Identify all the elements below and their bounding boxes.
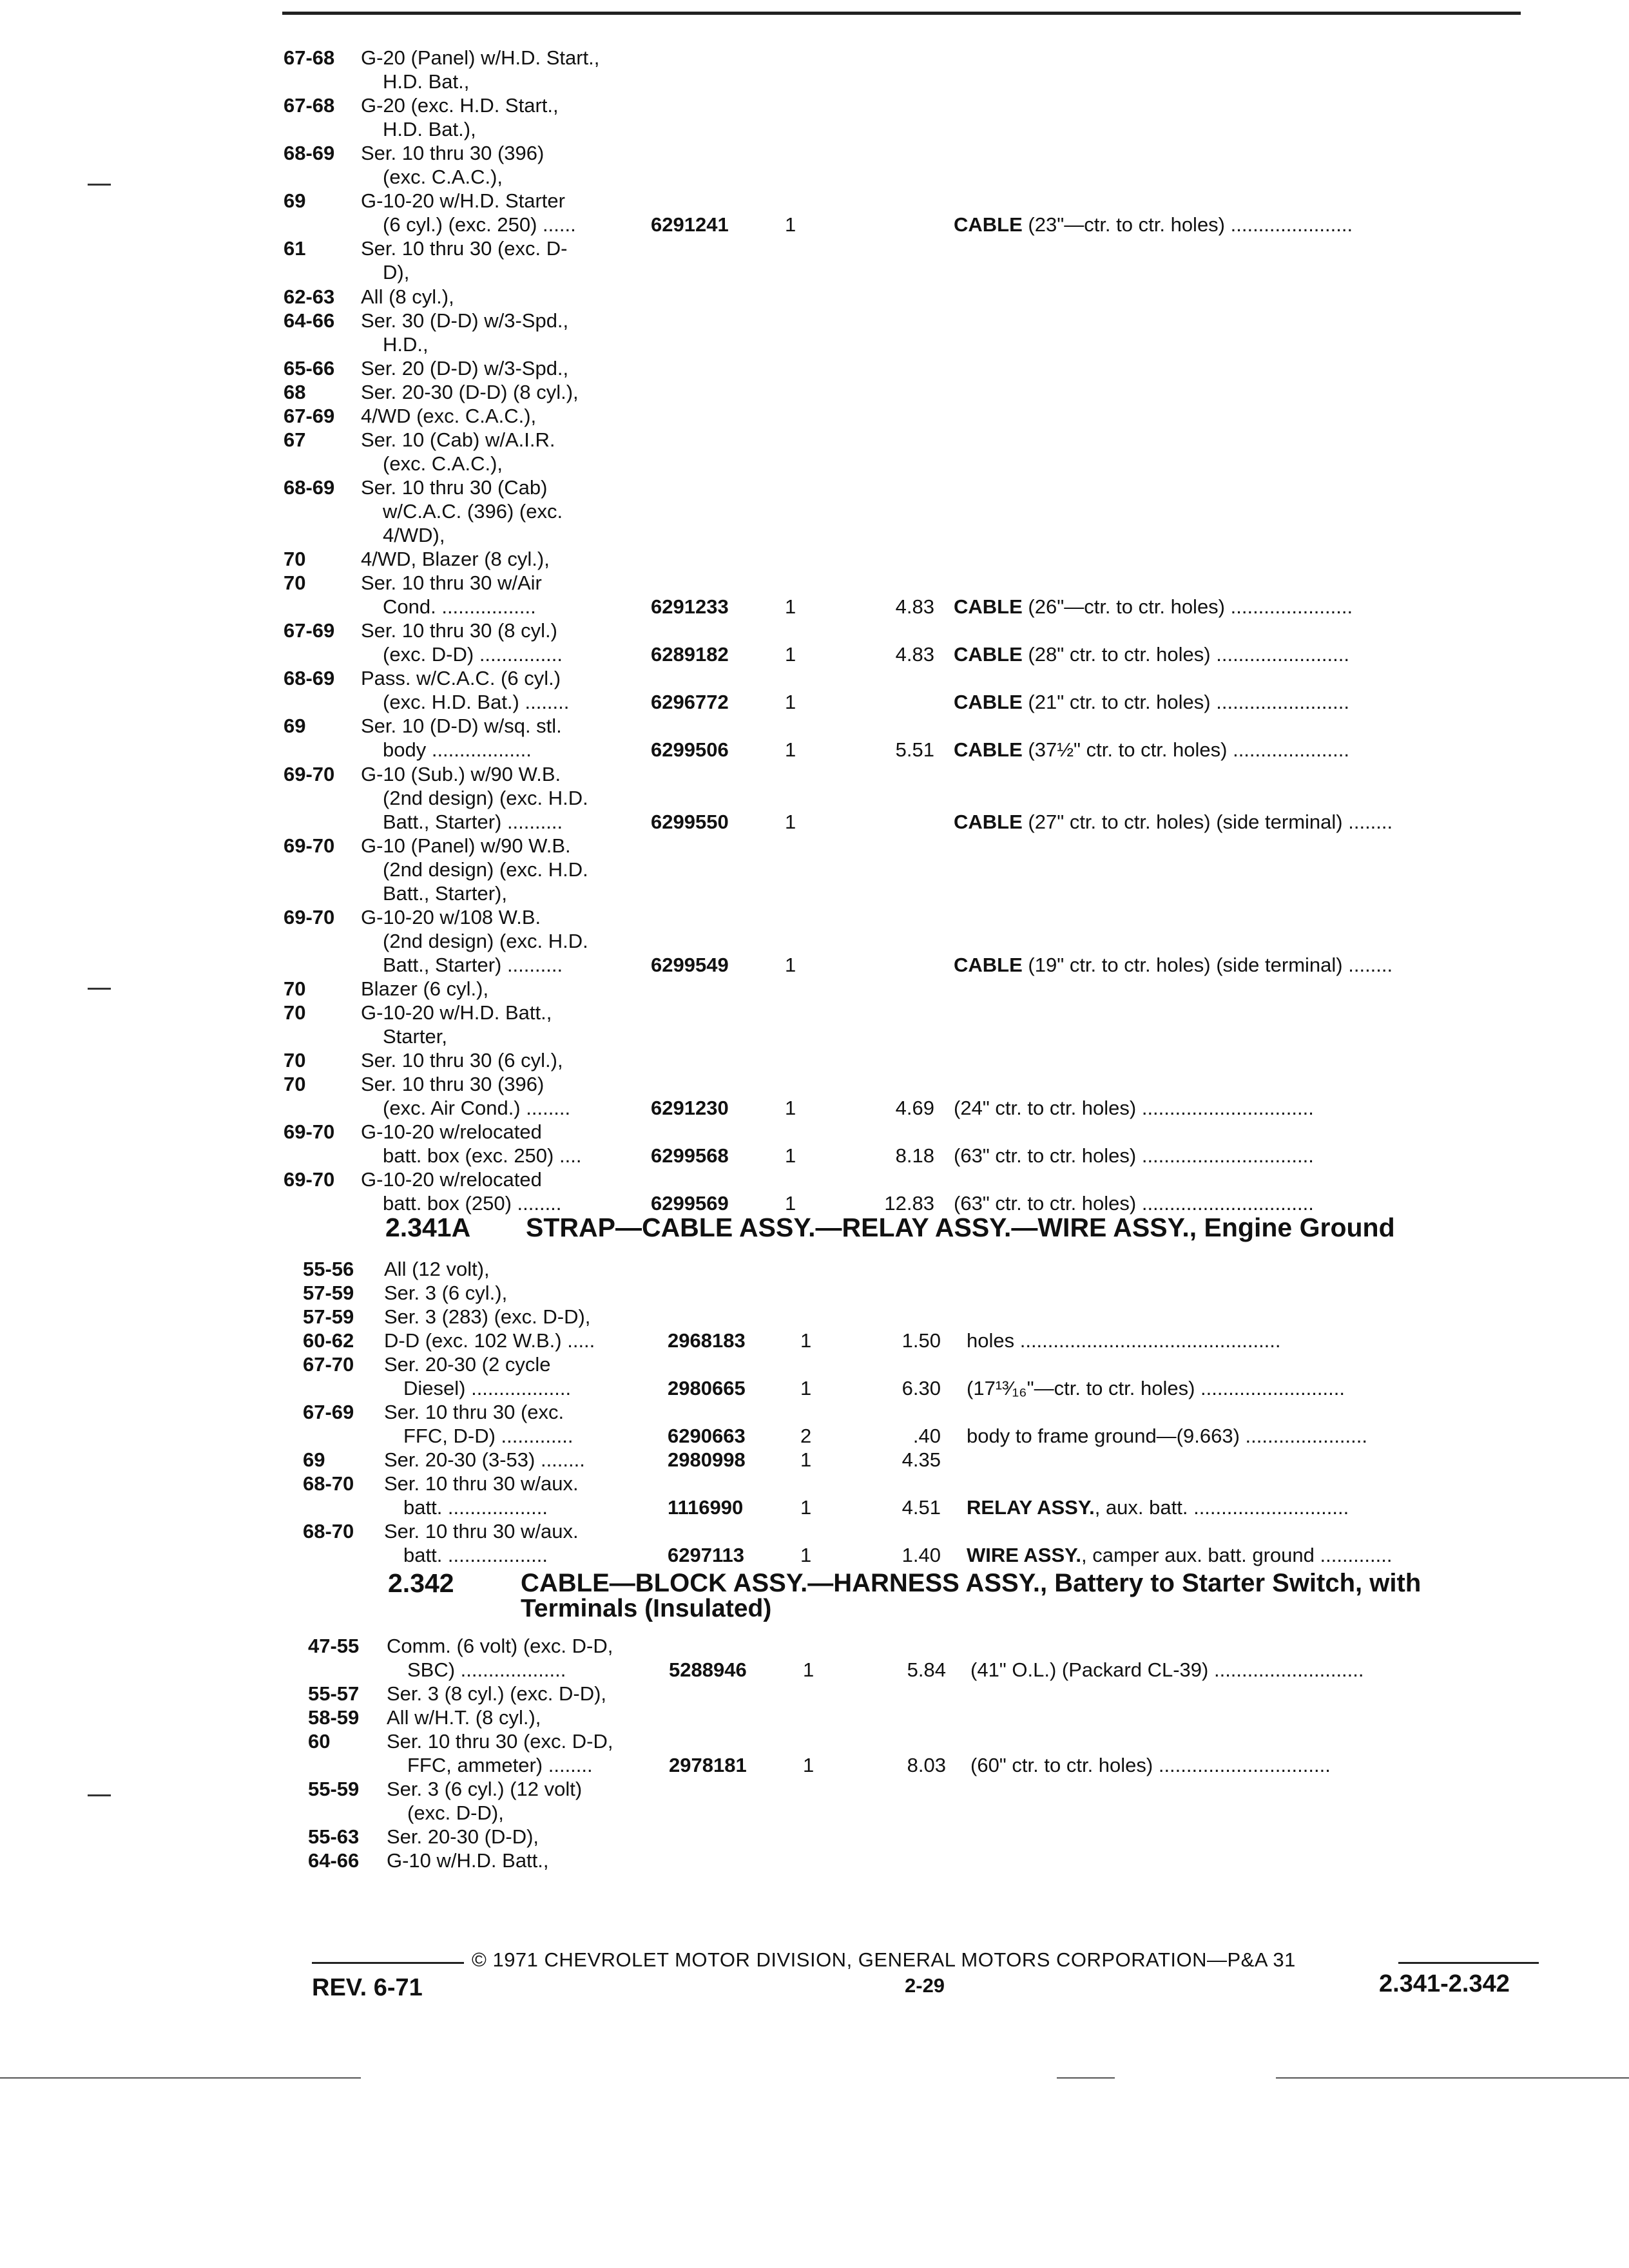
application-desc: Ser. 10 (D-D) w/sq. stl. bbox=[361, 715, 562, 737]
section-title-cont: Terminals (Insulated) bbox=[521, 1595, 772, 1622]
part-number: 6299568 bbox=[651, 1144, 729, 1167]
application-desc-cont: (exc. D-D) ............... bbox=[383, 643, 563, 666]
price: 1.40 bbox=[901, 1544, 941, 1566]
part-detail: body to frame ground—(9.663) ...................... bbox=[967, 1425, 1367, 1447]
part-description bbox=[954, 1095, 1314, 1121]
application-desc: G-10-20 w/108 W.B. bbox=[361, 906, 541, 928]
part-description bbox=[967, 1328, 1281, 1354]
quantity: 2 bbox=[800, 1425, 812, 1447]
price: 8.03 bbox=[907, 1754, 946, 1776]
quantity: 1 bbox=[785, 1097, 796, 1119]
footer-rule-right bbox=[1398, 1962, 1539, 1964]
part-number: 6299549 bbox=[651, 954, 729, 976]
application-desc-cont: Batt., Starter), bbox=[383, 882, 507, 905]
application-desc: D-D (exc. 102 W.B.) ..... bbox=[384, 1329, 595, 1352]
model-year: 67-68 bbox=[284, 94, 335, 117]
part-number: 6291230 bbox=[651, 1097, 729, 1119]
revision: REV. 6-71 bbox=[312, 1974, 423, 2001]
application-desc: Ser. 20-30 (D-D), bbox=[387, 1825, 539, 1848]
model-year: 69 bbox=[303, 1448, 325, 1471]
quantity: 1 bbox=[785, 213, 796, 236]
part-description bbox=[967, 1495, 1349, 1521]
part-detail: (41" O.L.) (Packard CL-39) ........................... bbox=[970, 1658, 1364, 1681]
quantity: 1 bbox=[803, 1658, 815, 1681]
model-year: 58-59 bbox=[308, 1706, 360, 1729]
part-description bbox=[954, 809, 1393, 835]
model-year: 67-70 bbox=[303, 1353, 354, 1376]
price: 4.83 bbox=[895, 643, 934, 666]
part-number: 6299569 bbox=[651, 1192, 729, 1215]
part-detail: (63" ctr. to ctr. holes) ............................... bbox=[954, 1192, 1314, 1215]
margin-tick bbox=[88, 184, 111, 186]
application-desc: Ser. 10 thru 30 w/aux. bbox=[384, 1520, 579, 1542]
part-description bbox=[967, 1423, 1367, 1449]
application-desc-cont: (exc. Air Cond.) ........ bbox=[383, 1097, 571, 1119]
application-desc-cont: FFC, D-D) ............. bbox=[403, 1425, 574, 1447]
part-name: RELAY ASSY. bbox=[967, 1496, 1095, 1519]
model-year: 70 bbox=[284, 1001, 306, 1024]
top-rule bbox=[282, 12, 1521, 15]
part-number: 6289182 bbox=[651, 643, 729, 666]
application-desc: Ser. 10 thru 30 (exc. D-D, bbox=[387, 1730, 613, 1753]
application-desc-cont: H.D., bbox=[383, 333, 429, 356]
part-detail: (26"—ctr. to ctr. holes) ...................... bbox=[1022, 595, 1353, 618]
price: 5.84 bbox=[907, 1658, 946, 1681]
part-name: CABLE bbox=[954, 738, 1023, 761]
part-detail: (24" ctr. to ctr. holes) ............................... bbox=[954, 1097, 1314, 1119]
part-number: 2980998 bbox=[668, 1448, 746, 1471]
copyright: © 1971 CHEVROLET MOTOR DIVISION, GENERAL MOTORS CORPORATION—P&A 31 bbox=[472, 1948, 1296, 1971]
application-desc: Ser. 3 (6 cyl.) (12 volt) bbox=[387, 1778, 583, 1800]
application-desc: G-10-20 w/H.D. Batt., bbox=[361, 1001, 552, 1024]
part-detail: (23"—ctr. to ctr. holes) ...................... bbox=[1022, 213, 1353, 236]
application-desc-cont: Batt., Starter) .......... bbox=[383, 811, 563, 833]
application-desc: Ser. 20-30 (2 cycle bbox=[384, 1353, 551, 1376]
model-year: 55-63 bbox=[308, 1825, 360, 1848]
quantity: 1 bbox=[800, 1496, 812, 1519]
part-number: 6299550 bbox=[651, 811, 729, 833]
application-desc: Ser. 10 thru 30 (396) bbox=[361, 142, 545, 164]
part-name: CABLE bbox=[954, 811, 1023, 833]
application-desc: G-10-20 w/relocated bbox=[361, 1120, 542, 1143]
application-desc: 4/WD, Blazer (8 cyl.), bbox=[361, 548, 550, 570]
application-desc: Ser. 10 thru 30 (6 cyl.), bbox=[361, 1049, 563, 1072]
model-year: 67 bbox=[284, 428, 306, 451]
application-desc: Ser. 20 (D-D) w/3-Spd., bbox=[361, 357, 569, 380]
application-desc: Ser. 10 thru 30 (8 cyl.) bbox=[361, 619, 557, 642]
application-desc-cont: (2nd design) (exc. H.D. bbox=[383, 787, 588, 809]
application-desc-cont: (2nd design) (exc. H.D. bbox=[383, 858, 588, 881]
quantity: 1 bbox=[785, 643, 796, 666]
model-year: 57-59 bbox=[303, 1282, 354, 1304]
quantity: 1 bbox=[803, 1754, 815, 1776]
price: 4.83 bbox=[895, 595, 934, 618]
section-number: 2.341A bbox=[385, 1213, 471, 1242]
application-desc-cont: 4/WD), bbox=[383, 524, 445, 546]
part-description bbox=[954, 642, 1349, 668]
part-name: CABLE bbox=[954, 213, 1023, 236]
application-desc: All (12 volt), bbox=[384, 1258, 490, 1280]
model-year: 47-55 bbox=[308, 1635, 360, 1657]
application-desc: Ser. 10 (Cab) w/A.I.R. bbox=[361, 428, 555, 451]
application-desc: G-20 (exc. H.D. Start., bbox=[361, 94, 559, 117]
application-desc-cont: Batt., Starter) .......... bbox=[383, 954, 563, 976]
part-name: CABLE bbox=[954, 643, 1023, 666]
part-detail: (37½" ctr. to ctr. holes) ..................... bbox=[1022, 738, 1349, 761]
application-desc-cont: batt. box (exc. 250) .... bbox=[383, 1144, 582, 1167]
part-name: CABLE bbox=[954, 691, 1023, 713]
application-desc: 4/WD (exc. C.A.C.), bbox=[361, 405, 537, 427]
part-number: 6297113 bbox=[668, 1544, 744, 1566]
section-title: CABLE—BLOCK ASSY.—HARNESS ASSY., Battery to Starter Switch, with bbox=[521, 1569, 1422, 1597]
model-year: 69-70 bbox=[284, 834, 335, 857]
quantity: 1 bbox=[800, 1448, 812, 1471]
model-year: 61 bbox=[284, 237, 306, 260]
application-desc: All w/H.T. (8 cyl.), bbox=[387, 1706, 541, 1729]
application-desc: Pass. w/C.A.C. (6 cyl.) bbox=[361, 667, 561, 689]
application-desc: Ser. 10 thru 30 (396) bbox=[361, 1073, 545, 1095]
model-year: 67-69 bbox=[303, 1401, 354, 1423]
part-detail: (60" ctr. to ctr. holes) ............................... bbox=[970, 1754, 1331, 1776]
quantity: 1 bbox=[800, 1329, 812, 1352]
application-desc-cont: Starter, bbox=[383, 1025, 447, 1048]
model-year: 55-56 bbox=[303, 1258, 354, 1280]
price: 5.51 bbox=[895, 738, 934, 761]
application-desc-cont: Diesel) .................. bbox=[403, 1377, 572, 1399]
quantity: 1 bbox=[785, 954, 796, 976]
application-desc-cont: FFC, ammeter) ........ bbox=[407, 1754, 593, 1776]
part-detail: (17¹³⁄₁₆"—ctr. to ctr. holes) .......................... bbox=[967, 1377, 1345, 1399]
quantity: 1 bbox=[785, 738, 796, 761]
part-number: 2978181 bbox=[669, 1754, 747, 1776]
model-year: 55-57 bbox=[308, 1682, 360, 1705]
footer-rule-left bbox=[312, 1962, 464, 1964]
part-number: 1116990 bbox=[668, 1496, 744, 1519]
application-desc: Ser. 20-30 (D-D) (8 cyl.), bbox=[361, 381, 579, 403]
section-title: STRAP—CABLE ASSY.—RELAY ASSY.—WIRE ASSY., Engine Ground bbox=[526, 1213, 1395, 1242]
part-detail: (28" ctr. to ctr. holes) ........................ bbox=[1022, 643, 1349, 666]
application-desc-cont: H.D. Bat., bbox=[383, 70, 470, 93]
application-desc: Ser. 20-30 (3-53) ........ bbox=[384, 1448, 585, 1471]
part-detail: holes ............................................... bbox=[967, 1329, 1281, 1352]
bottom-rule bbox=[1057, 2077, 1115, 2079]
part-description bbox=[954, 1143, 1314, 1169]
application-desc-cont: D), bbox=[383, 261, 410, 284]
part-number: 6290663 bbox=[668, 1425, 746, 1447]
model-year: 69-70 bbox=[284, 906, 335, 928]
application-desc-cont: batt. box (250) ........ bbox=[383, 1192, 562, 1215]
application-desc-cont: (exc. H.D. Bat.) ........ bbox=[383, 691, 570, 713]
application-desc: Ser. 3 (283) (exc. D-D), bbox=[384, 1305, 591, 1328]
model-year: 68 bbox=[284, 381, 306, 403]
part-number: 6291241 bbox=[651, 213, 729, 236]
margin-tick bbox=[88, 1794, 111, 1796]
application-desc-cont: H.D. Bat.), bbox=[383, 118, 476, 140]
application-desc: G-10-20 w/relocated bbox=[361, 1168, 542, 1191]
model-year: 69-70 bbox=[284, 1168, 335, 1191]
price: .40 bbox=[912, 1425, 941, 1447]
part-detail: , aux. batt. ............................ bbox=[1094, 1496, 1349, 1519]
model-year: 68-69 bbox=[284, 142, 335, 164]
part-number: 6299506 bbox=[651, 738, 729, 761]
price: 6.30 bbox=[901, 1377, 941, 1399]
price: 12.83 bbox=[884, 1192, 934, 1215]
application-desc: Ser. 10 thru 30 w/aux. bbox=[384, 1472, 579, 1495]
application-desc-cont: (exc. C.A.C.), bbox=[383, 452, 503, 475]
part-description bbox=[970, 1753, 1331, 1778]
application-desc: Ser. 30 (D-D) w/3-Spd., bbox=[361, 309, 569, 332]
price: 1.50 bbox=[901, 1329, 941, 1352]
application-desc: All (8 cyl.), bbox=[361, 285, 454, 308]
quantity: 1 bbox=[785, 691, 796, 713]
part-name: CABLE bbox=[954, 595, 1023, 618]
application-desc-cont: batt. .................. bbox=[403, 1496, 548, 1519]
part-description bbox=[970, 1657, 1364, 1683]
part-description bbox=[954, 594, 1353, 620]
model-year: 70 bbox=[284, 548, 306, 570]
quantity: 1 bbox=[800, 1544, 812, 1566]
part-description bbox=[954, 737, 1349, 763]
model-year: 70 bbox=[284, 1049, 306, 1072]
model-year: 68-70 bbox=[303, 1520, 354, 1542]
model-year: 70 bbox=[284, 977, 306, 1000]
model-year: 68-70 bbox=[303, 1472, 354, 1495]
model-year: 68-69 bbox=[284, 476, 335, 499]
application-desc-cont: w/C.A.C. (396) (exc. bbox=[383, 500, 563, 523]
model-year: 70 bbox=[284, 1073, 306, 1095]
model-year: 68-69 bbox=[284, 667, 335, 689]
bottom-rule bbox=[1276, 2077, 1629, 2079]
model-year: 64-66 bbox=[308, 1849, 360, 1872]
price: 4.35 bbox=[901, 1448, 941, 1471]
price: 4.69 bbox=[895, 1097, 934, 1119]
application-desc-cont: (exc. C.A.C.), bbox=[383, 166, 503, 188]
quantity: 1 bbox=[785, 595, 796, 618]
model-year: 69-70 bbox=[284, 1120, 335, 1143]
model-year: 67-69 bbox=[284, 619, 335, 642]
quantity: 1 bbox=[785, 811, 796, 833]
section-number: 2.342 bbox=[388, 1568, 454, 1598]
part-detail: (27" ctr. to ctr. holes) (side terminal) ........ bbox=[1022, 811, 1393, 833]
application-desc-cont: body .................. bbox=[383, 738, 532, 761]
application-desc-cont: (exc. D-D), bbox=[407, 1802, 504, 1824]
application-desc: Ser. 10 thru 30 (exc. D- bbox=[361, 237, 568, 260]
model-year: 69 bbox=[284, 715, 306, 737]
application-desc: G-20 (Panel) w/H.D. Start., bbox=[361, 46, 600, 69]
model-year: 67-69 bbox=[284, 405, 335, 427]
price: 8.18 bbox=[895, 1144, 934, 1167]
application-desc: Blazer (6 cyl.), bbox=[361, 977, 489, 1000]
application-desc: G-10-20 w/H.D. Starter bbox=[361, 189, 565, 212]
part-name: CABLE bbox=[954, 954, 1023, 976]
application-desc: Ser. 10 thru 30 (exc. bbox=[384, 1401, 564, 1423]
part-name: WIRE ASSY. bbox=[967, 1544, 1081, 1566]
application-desc: Ser. 10 thru 30 (Cab) bbox=[361, 476, 548, 499]
model-year: 70 bbox=[284, 572, 306, 594]
part-description bbox=[954, 952, 1393, 978]
model-year: 65-66 bbox=[284, 357, 335, 380]
page-number: 2-29 bbox=[905, 1974, 945, 1997]
application-desc: Ser. 3 (6 cyl.), bbox=[384, 1282, 508, 1304]
part-description bbox=[954, 212, 1353, 238]
application-desc: Comm. (6 volt) (exc. D-D, bbox=[387, 1635, 613, 1657]
application-desc-cont: (2nd design) (exc. H.D. bbox=[383, 930, 588, 952]
application-desc: Ser. 10 thru 30 w/Air bbox=[361, 572, 542, 594]
part-number: 5288946 bbox=[669, 1658, 747, 1681]
part-detail: , camper aux. batt. ground ............. bbox=[1081, 1544, 1393, 1566]
application-desc: G-10 (Sub.) w/90 W.B. bbox=[361, 763, 561, 785]
application-desc: Ser. 3 (8 cyl.) (exc. D-D), bbox=[387, 1682, 607, 1705]
part-description bbox=[954, 689, 1349, 715]
part-detail: (19" ctr. to ctr. holes) (side terminal) ........ bbox=[1022, 954, 1393, 976]
model-year: 57-59 bbox=[303, 1305, 354, 1328]
model-year: 69-70 bbox=[284, 763, 335, 785]
application-desc-cont: (6 cyl.) (exc. 250) ...... bbox=[383, 213, 576, 236]
price: 4.51 bbox=[901, 1496, 941, 1519]
model-year: 69 bbox=[284, 189, 306, 212]
part-detail: (21" ctr. to ctr. holes) ........................ bbox=[1022, 691, 1349, 713]
model-year: 67-68 bbox=[284, 46, 335, 69]
section-reference: 2.341-2.342 bbox=[1379, 1970, 1510, 1997]
bottom-rule bbox=[0, 2077, 361, 2079]
margin-tick bbox=[88, 988, 111, 990]
quantity: 1 bbox=[785, 1144, 796, 1167]
model-year: 60-62 bbox=[303, 1329, 354, 1352]
part-description bbox=[967, 1542, 1392, 1568]
quantity: 1 bbox=[785, 1192, 796, 1215]
quantity: 1 bbox=[800, 1377, 812, 1399]
application-desc: G-10 (Panel) w/90 W.B. bbox=[361, 834, 571, 857]
part-description bbox=[967, 1376, 1345, 1401]
part-number: 2968183 bbox=[668, 1329, 746, 1352]
application-desc: G-10 w/H.D. Batt., bbox=[387, 1849, 549, 1872]
model-year: 64-66 bbox=[284, 309, 335, 332]
application-desc-cont: SBC) ................... bbox=[407, 1658, 566, 1681]
model-year: 55-59 bbox=[308, 1778, 360, 1800]
model-year: 62-63 bbox=[284, 285, 335, 308]
part-number: 6291233 bbox=[651, 595, 729, 618]
part-number: 6296772 bbox=[651, 691, 729, 713]
model-year: 60 bbox=[308, 1730, 331, 1753]
part-number: 2980665 bbox=[668, 1377, 746, 1399]
application-desc-cont: batt. .................. bbox=[403, 1544, 548, 1566]
application-desc-cont: Cond. ................. bbox=[383, 595, 536, 618]
part-detail: (63" ctr. to ctr. holes) ............................... bbox=[954, 1144, 1314, 1167]
